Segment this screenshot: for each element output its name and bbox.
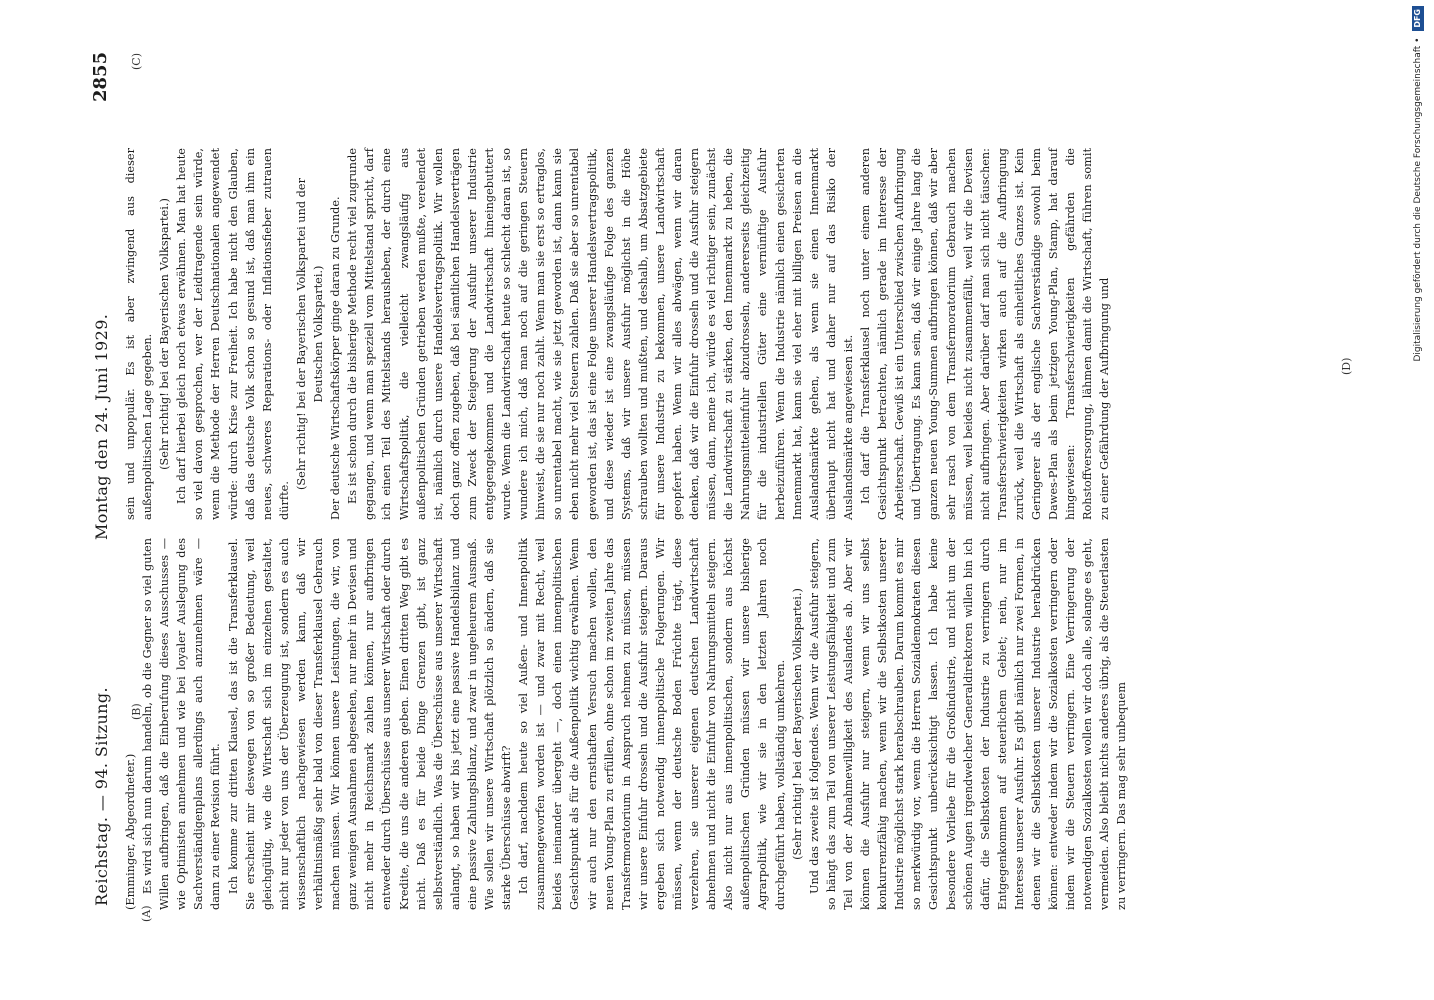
credit-text: Digitalisierung gefördert durch die Deutsche Forschungsgemeinschaft [1413, 45, 1423, 362]
page-number: 2855 [90, 51, 111, 102]
dfg-logo: DFG [1412, 6, 1424, 31]
interjection: (Sehr richtig! bei der Bayerischen Volkspartei.) [790, 588, 804, 860]
paragraph: sein und unpopulär. Es ist aber zwingend aus dieser außenpolitischen Lage gegeben. [124, 148, 155, 520]
paragraph: Ich komme zur dritten Klausel, das ist die Transferklausel. Sie erscheint mir deswegen von so großer Bedeutung, weil gleichgültig, wie die Wirtschaft sich im einzelnen gestaltet, nicht nur jeder von uns der Überzeugung ist, sondern es auch wissenschaftlich nachgewiesen werden kann, daß wir verhältnismäßig sehr bald von dieser Transferklausel Gebrauch machen müssen. Wir können unsere Leistungen, die wir, von ganz wenigen Ausnahmen abgesehen, nur mehr in Devisen und nicht mehr in Reichsmark zahlen können, nur aufbringen entweder durch Überschüsse aus unserer Wirtschaft oder durch Kredite, die uns die anderen geben. Einen dritten Weg gibt es nicht. Daß es für beide Dinge Grenzen gibt, ist ganz selbstverständlich. Was die Überschüsse aus unserer Wirtschaft anlangt, so haben wir bis jetzt eine passive Handelsbilanz und eine passive Zahlungsbilanz, und zwar in ungeheurem Ausmaß. Wie sollen wir unsere Wirtschaft plötzlich so ändern, daß sie starke Überschüsse abwirft? [226, 538, 514, 910]
margin-mark-b: (B) [130, 703, 143, 720]
running-header-left: Reichstag. — 94. Sitzung. [92, 687, 111, 906]
margin-mark-c: (C) [130, 53, 143, 70]
margin-mark-d: (D) [1340, 357, 1353, 375]
paragraph: Es ist schon durch die bisherige Methode recht viel zugrunde gegangen, und wenn man speziell vom Mittelstand spricht, darf ich einen Teil des Mittelstands herausheben, der durch eine Wirtschaftspolitik, die vielleicht zwangsläufig aus außenpolitischen Gründen getrieben werden mußte, verelendet ist, nämlich durch unsere Handelsvertragspolitik. Wir wollen doch ganz offen zugeben, daß bei sämtlichen Handelsverträgen zum Zweck der Steigerung der Ausfuhr unserer Industrie entgegengekommen und die Landwirtschaft hineingebuttert wurde. Wenn die Landwirtschaft heute so schlecht daran ist, so wundere ich mich, daß man noch auf die geringen Steuern hinweist, die sie nur noch zahlt. Wenn man sie erst so ertraglos, so unrentabel macht, wie sie jetzt geworden ist, dann kann sie eben nicht mehr viel Steuern zahlen. Daß sie aber so unrentabel geworden ist, das ist eine Folge unserer Handelsvertragspolitik, und diese wieder ist eine zwangsläufige Folge des ganzen Systems, daß wir unsere Ausfuhr möglichst in die Höhe schrauben wollten und mußten, und deshalb, um Absatzgebiete für unsere Industrie zu bekommen, unsere Landwirtschaft geopfert haben. Wenn wir alles abwägen, wenn wir daran denken, daß wir die Einfuhr drosseln und die Ausfuhr steigern müssen, dann, meine ich, würde es viel richtiger sein, zunächst die Landwirtschaft zu stärken, den Innenmarkt zu heben, die Nahrungsmitteleinfuhr abzudrosseln, andererseits gleichzeitig für die industriellen Güter eine vernünftige Ausfuhr herbeizuführen. Wenn die Industrie nämlich einen gesicherten Innenmarkt hat, kann sie viel eher mit billigen Preisen an die Auslandsmärkte gehen, als wenn sie einen Innenmarkt überhaupt nicht hat und daher nur auf das Risiko der Auslandsmärkte angewiesen ist. [346, 148, 855, 520]
paragraph: Und das zweite ist folgendes. Wenn wir die Ausfuhr steigern, so hängt das zum Teil von unserer Leistungsfähigkeit und zum Teil von der Abnahmewilligkeit des Auslandes ab. Aber wir können die Ausfuhr nur steigern, wenn wir uns selbst konkurrenzfähig machen, wenn wir die Selbstkosten unserer Industrie möglichst stark herabschrauben. Darum kommt es mir so merkwürdig vor, wenn die Herren Sozialdemokraten diesen Gesichtspunkt unberücksichtigt lassen. Ich habe keine besondere Vorliebe für die Großindustrie, und nicht um der schönen Augen irgendwelcher Generaldirektoren willen bin ich dafür, die Selbstkosten der Industrie zu verringern durch Entgegenkommen auf steuerlichem Gebiet; nein, nur im Interesse unserer Ausfuhr. Es gibt nämlich nur zwei Formen, in denen wir die Selbstkosten unserer Industrie herabdrücken können: entweder indem wir die Sozialkosten verringern oder indem wir die Steuern verringern. Eine Verringerung der notwendigen Sozialkosten wollen wir doch alle, solange es geht, vermeiden. Also bleibt nichts anderes übrig, als die Steuerlasten zu verringern. Das mag sehr unbequem [807, 538, 1129, 910]
digitization-credit [1410, 6, 1426, 994]
paragraph: Der deutsche Wirtschaftskörper ginge daran zu Grunde. [329, 196, 343, 520]
paragraph: Ich darf die Transferklausel noch unter einem anderen Gesichtspunkt betrachten, nämlich gerade im Interesse der Arbeiterschaft. Gewiß ist ein Unterschied zwischen Aufbringung und Übertragung. Es kann sein, daß wir einige Jahre lang die ganzen neuen Young-Summen aufbringen können, daß wir aber sehr rasch von dem Transfermoratorium Gebrauch machen müssen, weil beides nicht zusammenfällt, weil wir die Devisen nicht aufbringen. Aber darüber darf man sich nicht täuschen: Transferschwierigkeiten wirken auch auf die Aufbringung zurück, weil die Wirtschaft als einheitliches Ganzes ist. Kein Geringerer als der englische Sachverständige sowohl beim Dawes-Plan als beim jetzigen Young-Plan, Stamp, hat darauf hingewiesen: Transferschwierigkeiten gefährden die Rohstoffversorgung, lähmen damit die Wirtschaft, führen somit zu einer Gefährdung der Aufbringung und [859, 148, 1112, 520]
paragraph: Es wird sich nun darum handeln, ob die Gegner so viel guten Willen aufbringen, daß die Einberufung dieses Ausschusses — wie Optimisten annehmen und wie bei loyaler Auslegung des Sachverständigenplans allerdings auch anzunehmen wäre — dann zu einer Revision führt. [141, 538, 223, 910]
paragraph: Ich darf, nachdem heute so viel Außen- und Innenpolitik zusammengeworfen worden ist — und zwar mit Recht, weil beides ineinander übergeht —, doch einen innenpolitischen Gesichtspunkt als für die Außenpolitik wichtig erwähnen. Wenn wir auch nur den ernsthaften Versuch machen wollen, den neuen Young-Plan zu erfüllen, ohne schon im zweiten Jahre das Transfermoratorium in Anspruch nehmen zu müssen, müssen wir unsere Einfuhr drosseln und die Ausfuhr steigern. Daraus ergeben sich notwendig innenpolitische Folgerungen. Wir müssen, wenn der deutsche Boden Früchte trägt, diese verzehren, sie unserer eigenen deutschen Landwirtschaft abnehmen und nicht die Einfuhr von Nahrungsmitteln steigern. Also nicht nur aus innenpolitischen, sondern aus höchst außenpolitischen Gründen müssen wir unsere bisherige Agrarpolitik, wie wir sie in den letzten Jahren noch durchgeführt haben, vollständig umkehren. [517, 538, 787, 910]
margin-mark-a: (A) [140, 905, 153, 922]
text-column-right [122, 148, 1112, 520]
speaker-line: (Emminger, Abgeordneter.) [124, 753, 137, 910]
text-column-left [122, 538, 1129, 910]
interjection: (Sehr richtig! bei der Bayerischen Volkspartei und der Deutschen Volkspartei.) [294, 178, 326, 490]
running-header-date: Montag den 24. Juni 1929. [92, 313, 111, 540]
credit-separator: • [1413, 37, 1423, 43]
paragraph: Ich darf hierbei gleich noch etwas erwähnen. Man hat heute so viel davon gesprochen, wer der Leidtragende sein würde, wenn die Methode der Herren Deutschnationalen angewendet würde: durch Krise zur Freiheit. Ich habe nicht den Glauben, daß das deutsche Volk schon so gesund ist, daß man ihm ein neues, schweres Reparations- oder Inflationsfieber zutrauen dürfte. [175, 148, 291, 520]
interjection: (Sehr richtig! bei der Bayerischen Volkspartei.) [158, 198, 172, 470]
